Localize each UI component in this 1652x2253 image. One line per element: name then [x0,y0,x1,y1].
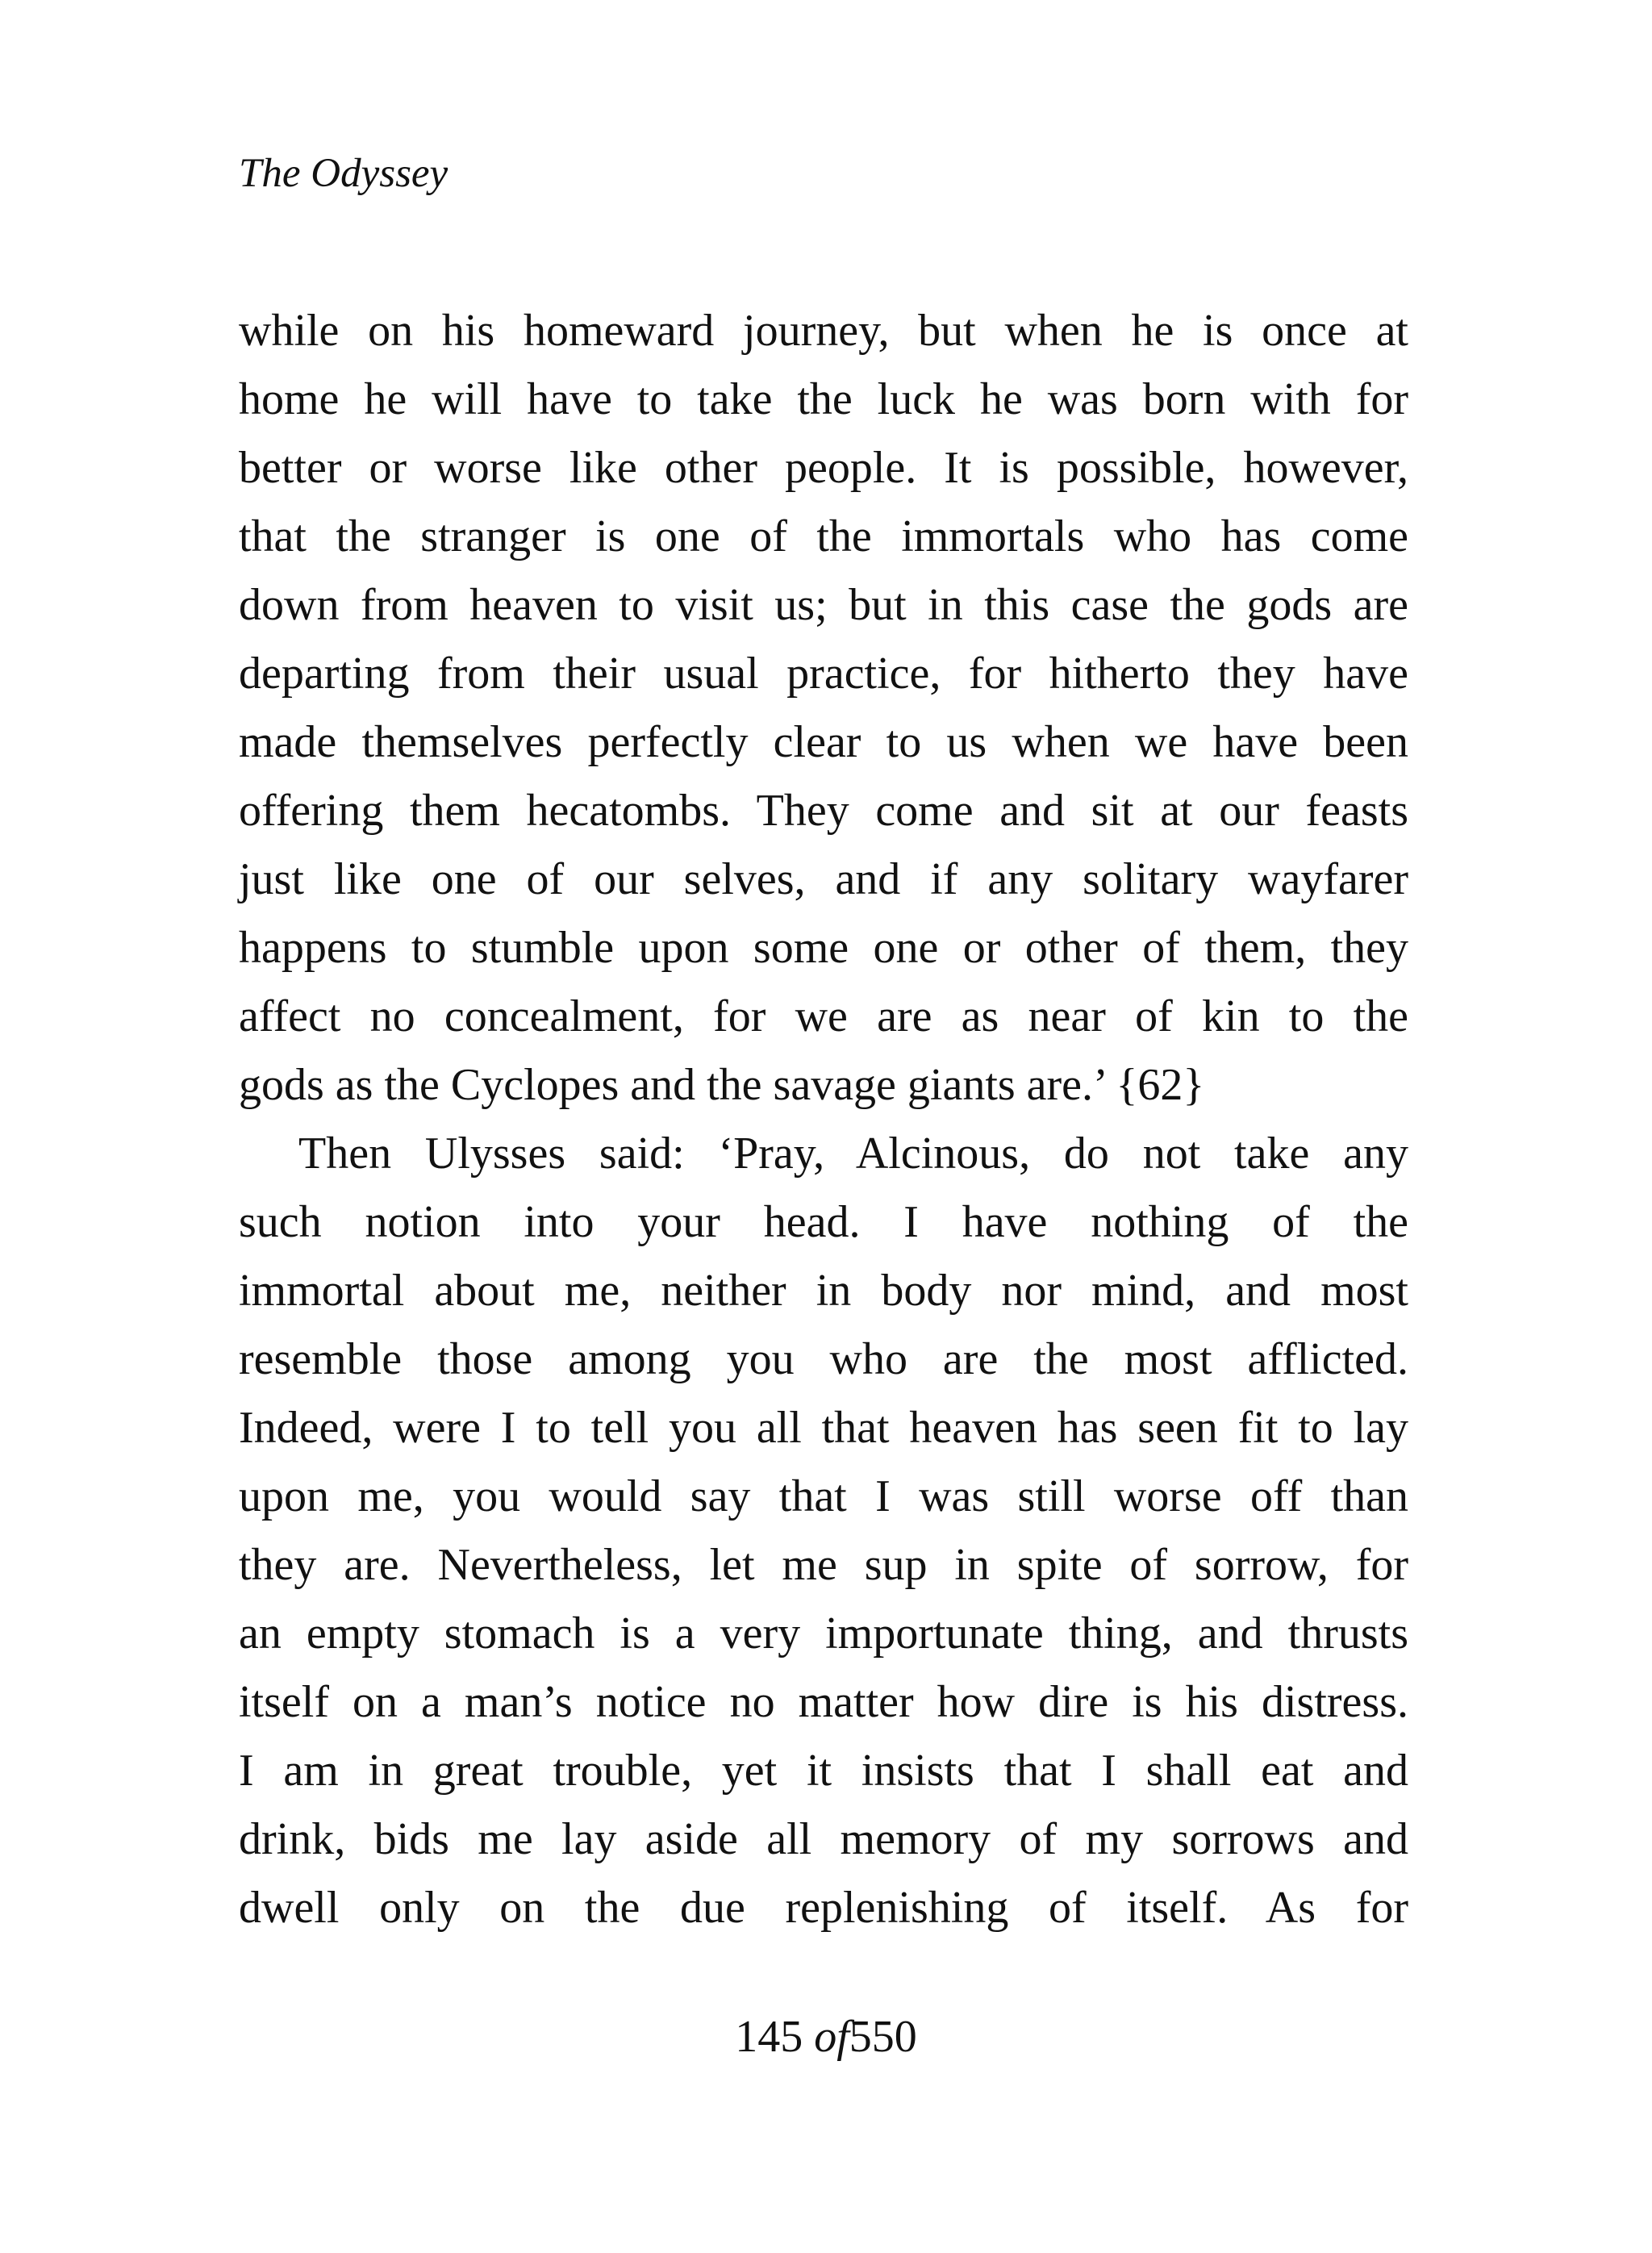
text-line: I am in great trouble, yet it insists that I shall eat and [239,1746,1408,1796]
paragraph [239,1120,1408,1942]
text-line: Indeed, were I to tell you all that heaven has seen fit to lay [239,1403,1408,1453]
text-line: Then Ulysses said: ‘Pray, Alcinous, do not take any [298,1129,1408,1179]
text-line: resemble those among you who are the most afflicted. [239,1334,1408,1384]
text-line: home he will have to take the luck he was born with for [239,374,1408,424]
text-line: such notion into your head. I have nothing of the [239,1197,1408,1247]
page-footer [0,2009,1652,2065]
text-line: gods as the Cyclopes and the savage giants are.’ {62} [239,1060,1205,1110]
text-line: made themselves perfectly clear to us when we have been [239,717,1408,767]
text-line: dwell only on the due replenishing of itself. As for [239,1883,1408,1933]
page-body [239,297,1408,1942]
page-total: 550 [849,2012,917,2062]
paragraph [239,297,1408,1120]
text-line: itself on a man’s notice no matter how dire is his distress. [239,1677,1408,1727]
book-title: The Odyssey [239,151,448,196]
text-line: that the stranger is one of the immortals who has come [239,511,1408,561]
text-line: they are. Nevertheless, let me sup in spite of sorrow, for [239,1540,1408,1590]
text-line: drink, bids me lay aside all memory of my sorrows and [239,1814,1408,1864]
text-line: immortal about me, neither in body nor mind, and most [239,1266,1408,1316]
text-line: down from heaven to visit us; but in this case the gods are [239,580,1408,630]
text-line: an empty stomach is a very importunate thing, and thrusts [239,1608,1408,1658]
text-line: while on his homeward journey, but when he is once at [239,306,1408,356]
page-number: 145 [735,2012,803,2062]
text-line: affect no concealment, for we are as near of kin to the [239,991,1408,1041]
text-line: offering them hecatombs. They come and sit at our feasts [239,786,1408,836]
page-of-label: of [814,2012,849,2062]
running-header [239,149,448,198]
text-line: better or worse like other people. It is possible, however, [239,443,1408,493]
text-line: departing from their usual practice, for hitherto they have [239,649,1408,699]
text-line: just like one of our selves, and if any solitary wayfarer [239,854,1408,904]
text-line: happens to stumble upon some one or other of them, they [239,923,1408,973]
text-line: upon me, you would say that I was still worse off than [239,1471,1408,1521]
